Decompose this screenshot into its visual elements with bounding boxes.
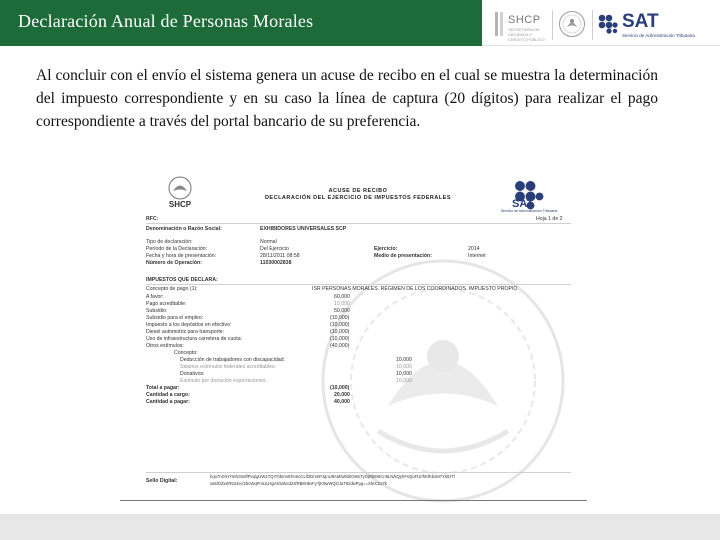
receipt-field-label: Tipo de declaración:: [146, 239, 193, 245]
receipt-name-value: EXHIBIDORES UNIVERSALES SCP: [260, 226, 347, 232]
divider: [146, 223, 571, 224]
receipt-row-label: A favor:: [146, 294, 164, 300]
receipt-seal-text: hqo7nG/HYmN3m8fPvq/gUW1TQYfnbmn5Te4mCLlf2DnmPJqnU9AM/wbl2IO8mTyGjRb8r8Cn9LN/kQyhFsQoFUr/hKfKbxM7Yk0zTl: [210, 474, 455, 479]
receipt-row-label: Uso de infraestructura carretera de cuota:: [146, 336, 243, 342]
receipt-total-value: 40,000: [334, 399, 350, 405]
receipt-field-value: Internet: [468, 253, 486, 259]
receipt-subrow-value: 10,000: [396, 378, 412, 384]
receipt-field-value: 11030002838: [260, 260, 292, 266]
receipt-row-value: 10,000: [334, 301, 350, 307]
receipt-total-value: 20,000: [334, 392, 350, 398]
receipt-row-label: Subsidio:: [146, 308, 168, 314]
receipt-total-label: Cantidad a pagar:: [146, 399, 190, 405]
receipt-row-label: Otros estímulos:: [146, 343, 184, 349]
receipt-rfc-label: RFC:: [146, 216, 159, 222]
shcp-subtitle: SECRETARÍA DE HACIENDA Y CRÉDITO PÚBLICO: [508, 27, 545, 42]
receipt-row-value: 60,000: [334, 294, 350, 300]
receipt-field-label: Número de Operación:: [146, 260, 202, 266]
divider: [146, 284, 571, 285]
receipt-subrow-label: Estímulo por donación exportaciones:: [180, 378, 267, 384]
receipt-subrow-value: 10,000: [396, 371, 412, 377]
receipt-subrow-label: Deducción de trabajadores con discapacidad:: [180, 357, 285, 363]
footer-band: [0, 514, 720, 540]
sat-dots-icon: [598, 14, 618, 34]
receipt-row-value: (10,000): [330, 315, 350, 321]
receipt-sat-subtitle: Servicio de Administración Tributaria: [500, 209, 558, 213]
watermark-seal-icon: [318, 256, 568, 504]
receipt-page-number: Hoja 1 de 2: [536, 216, 563, 222]
description-paragraph: Al concluir con el envío el sistema genera un acuse de recibo en el cual se muestra la determinación del impuesto correspondiente y en su caso la línea de captura (20 dígitos) para realizar el pago correspondiente a través del portal bancario de su preferencia.: [36, 67, 658, 130]
receipt-row-label: Pago acreditable:: [146, 301, 187, 307]
acuse-receipt-image: [128, 166, 588, 504]
receipt-subrow-value: 10,000: [396, 357, 412, 363]
receipt-subrow-label: Donativos:: [180, 371, 205, 377]
slide-title: Declaración Anual de Personas Morales: [18, 11, 314, 31]
receipt-row-value: (10,000): [330, 329, 350, 335]
receipt-total-label: Cantidad a cargo:: [146, 392, 190, 398]
receipt-row-value: (10,000): [330, 336, 350, 342]
receipt-row-value: (40,000): [330, 343, 350, 349]
receipt-field-value: Normal: [260, 239, 277, 245]
receipt-subrow-value: 10,000: [396, 364, 412, 370]
receipt-field-label: Ejercicio:: [374, 246, 398, 252]
shcp-logo: [494, 10, 546, 40]
receipt-field-label: Período de la Declaración:: [146, 246, 208, 252]
receipt-field-value: Del Ejercicio: [260, 246, 289, 252]
shcp-logo-text: SHCP: [508, 14, 541, 26]
receipt-seal-text: sa5/DZxKR53Jvv/2bcWqPmLkJ4gAtOaNcd2sfRB8HbvFyTjK9wWQGJaT8zdwPpg==SfeX1U7k: [210, 481, 387, 486]
logo-divider: [552, 10, 553, 40]
receipt-field-value: 2014: [468, 246, 480, 252]
sat-subtitle: Servicio de Administración Tributaria: [622, 33, 695, 38]
title-bar: [0, 0, 482, 46]
sat-logo-text: SAT: [622, 11, 659, 32]
receipt-bottom-rule: [120, 500, 587, 501]
receipt-field-value: 28/11/2011 08:58: [260, 253, 300, 259]
divider: [146, 472, 571, 473]
receipt-field-label: Fecha y hora de presentación:: [146, 253, 217, 259]
receipt-title: ACUSE DE RECIBO: [328, 188, 388, 194]
national-seal-icon: [558, 10, 586, 38]
receipt-row-label: Diesel automotriz para transporte:: [146, 329, 225, 335]
receipt-section-title: IMPUESTOS QUE DECLARA:: [146, 277, 218, 283]
receipt-concept-value: ISR PERSONAS MORALES. RÉGIMEN DE LOS COORDINADOS. IMPUESTO PROPIO: [312, 286, 518, 292]
receipt-subrow-label: Salarios estímulos federales acreditables:: [180, 364, 277, 370]
receipt-row-value: (10,000): [330, 322, 350, 328]
logo-divider: [592, 10, 593, 40]
receipt-sat-text: SAT: [512, 198, 534, 210]
shcp-emblem-icon: [494, 10, 506, 38]
receipt-shcp-text: SHCP: [168, 200, 192, 209]
government-logos: [494, 8, 720, 42]
receipt-row-value: 50,000: [334, 308, 350, 314]
receipt-total-value: (10,000): [330, 385, 350, 391]
receipt-row-label: Subsidio para el empleo:: [146, 315, 204, 321]
receipt-field-label: Medio de presentación:: [374, 253, 432, 259]
header-banner: [0, 0, 720, 46]
receipt-seal-label: Sello Digital:: [146, 478, 178, 484]
receipt-row-label: Impuesto a los depósitos en efectivo:: [146, 322, 232, 328]
receipt-total-label: Total a pagar:: [146, 385, 180, 391]
receipt-name-label: Denominación o Razón Social:: [146, 226, 222, 232]
receipt-concept-label: Concepto de pago (1):: [146, 286, 198, 292]
receipt-subtitle: DECLARACIÓN DEL EJERCICIO DE IMPUESTOS FEDERALES: [264, 195, 452, 201]
receipt-subrow-label: Concepto:: [174, 350, 198, 356]
